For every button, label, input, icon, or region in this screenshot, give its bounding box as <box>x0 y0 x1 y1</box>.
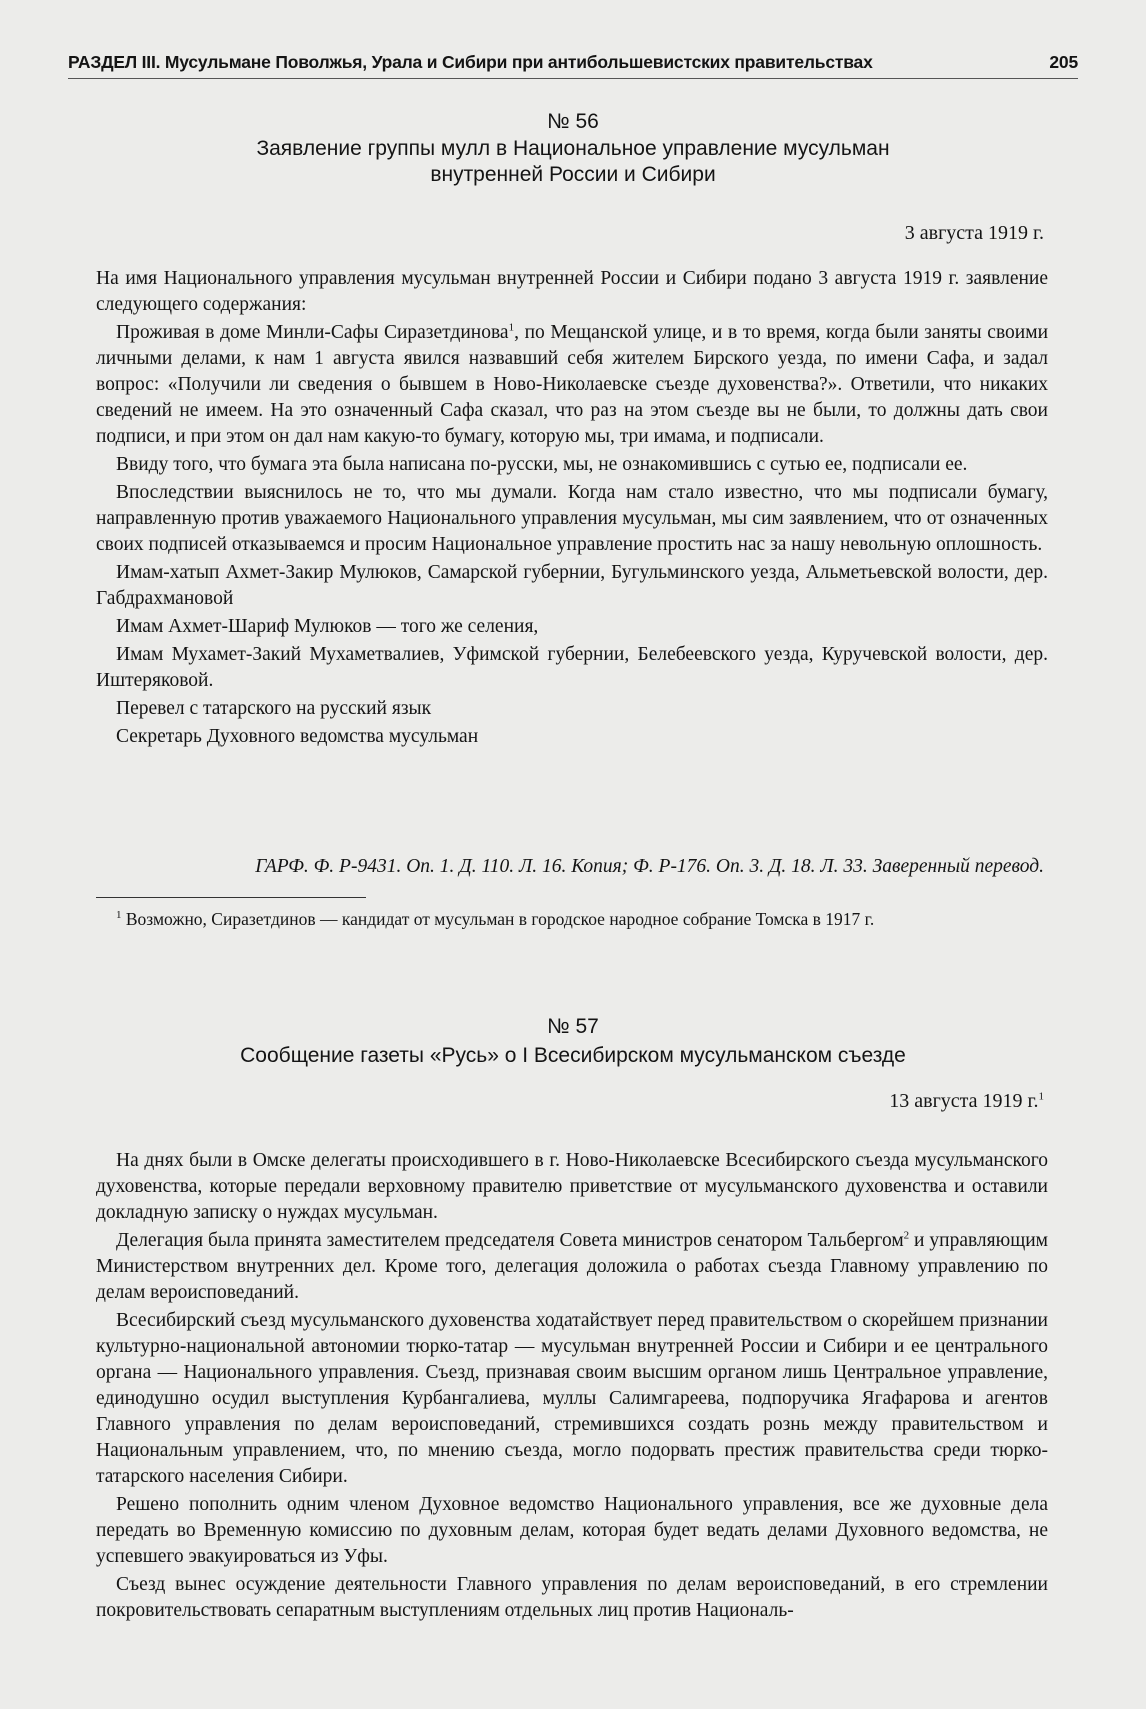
secretary-line: Секретарь Духовного ведомства мусульман <box>116 726 479 747</box>
doc57-date-footnote-ref: 1 <box>1038 1090 1044 1103</box>
doc56-paragraph-1 <box>96 320 1048 450</box>
doc56-archival-source: ГАРФ. Ф. Р-9431. Оп. 1. Д. 110. Л. 16. Копия; Ф. Р-176. Оп. 3. Д. 18. Л. 33. Заверенный перевод. <box>255 856 1044 877</box>
doc57-title: Сообщение газеты «Русь» о I Всесибирском мусульманском съезде <box>240 1044 906 1067</box>
running-header <box>68 52 1078 73</box>
doc56-title <box>0 136 1146 188</box>
doc56-paragraph-3: Впоследствии выяснилось не то, что мы думали. Когда нам стало известно, что мы подписали бумагу, направленную против уважаемого Национального управления мусульман, мы сим заявлением, что от означенных своих подписей отказываемся и просим Национальное управление простить нас за нашу невольную оплошность. <box>96 482 1048 555</box>
page-number: 205 <box>1049 52 1078 72</box>
footnote-divider <box>96 897 366 898</box>
doc57-paragraph-1: На днях были в Омске делегаты происходившего в г. Ново-Николаевске Всесибирского съезда мусульманского духовенства, которые передали верховному правителю приветствие от мусульманского духовенства и оставили докладную записку о нуждах мусульман. <box>96 1150 1048 1223</box>
footnote-mark: 1 <box>116 909 122 922</box>
signatory-2: Имам Ахмет-Шариф Мулюков — того же селения, <box>116 616 539 637</box>
doc57-paragraph-4: Решено пополнить одним членом Духовное ведомство Национального управления, все же духовные дела передать во Временную комиссию по духовным делам, которая будет ведать делами Духовного ведомства, не успевшего эвакуироваться из Уфы. <box>96 1494 1048 1567</box>
doc56-title-line1: Заявление группы мулл в Национальное управление мусульман <box>256 137 890 160</box>
doc57-paragraph-5: Съезд вынес осуждение деятельности Главного управления по делам вероисповеданий, в его стремлении покровительствовать сепаратным выступлениям отдельных лиц против Националь- <box>96 1574 1048 1621</box>
doc57-p2-text-b: и управляющим Министерством внутренних дел. Кроме того, делегация доложила о работах съезда Главному управлению по делам вероисповеданий. <box>96 1230 1048 1303</box>
doc57-paragraph-2 <box>96 1228 1048 1306</box>
doc57-date-text: 13 августа 1919 г. <box>889 1090 1039 1112</box>
doc56-body <box>96 266 1048 752</box>
doc57-date <box>889 1090 1044 1113</box>
signatory-1: Имам-хатып Ахмет-Закир Мулюков, Самарской губернии, Бугульминского уезда, Альметьевской волости, дер. Габдрахмановой <box>96 562 1048 609</box>
doc56-date: 3 августа 1919 г. <box>904 222 1044 244</box>
doc57-number: № 57 <box>547 1015 599 1038</box>
doc57-paragraph-3: Всесибирский съезд мусульманского духовенства ходатайствует перед правительством о скорейшем признании культурно-национальной автономии тюрко-татар — мусульман внутренней России и Сибири и ее центрального органа — Национального управления. Съезд, признавая своим высшим органом лишь Центральное управление, единодушно осудил выступления Курбангалиева, муллы Салимгареева, подпоручика Ягафарова и агентов Главного управления по делам вероисповеданий, стремившихся создать рознь между правительством и Национальным управлением, что, по мнению съезда, могло подорвать престиж правительства среди тюрко-татарского населения Сибири. <box>96 1310 1048 1487</box>
signatory-3: Имам Мухамет-Закий Мухаметвалиев, Уфимской губернии, Белебеевского уезда, Куручевской волости, дер. Иштеряковой. <box>96 644 1048 691</box>
doc57-p2-text-a: Делегация была принята заместителем председателя Совета министров сенатором Тальберг <box>116 1230 882 1251</box>
translator-note: Перевел с татарского на русский язык <box>116 698 432 719</box>
section-title: РАЗДЕЛ III. Мусульмане Поволжья, Урала и Сибири при антибольшевистских правительствах <box>68 52 873 72</box>
doc56-p1-text-b: , по Мещанской улице, и в то время, когда были заняты своими личными делами, к нам 1 августа явился назвавший себя жителем Бирского уезда, по имени Сафа, и задал вопрос: «Получили ли сведения о бывшем в Ново-Николаевске съезде духовенства?». Ответили, что никаких сведений не имеем. На это означенный Сафа сказал, что раз на этом съезде вы не были, то должны дать свои подписи, и при этом он дал нам какую-то бумагу, которую мы, три имама, и подписали. <box>96 322 1048 447</box>
doc57-p2-word-end: ом <box>881 1230 904 1251</box>
header-divider <box>68 78 1078 79</box>
doc57-body <box>96 1148 1048 1626</box>
doc56-intro: На имя Национального управления мусульман внутренней России и Сибири подано 3 августа 1919 г. заявление следующего содержания: <box>96 268 1048 315</box>
doc56-footnote <box>96 908 1048 930</box>
doc56-title-line2: внутренней России и Сибири <box>430 163 716 186</box>
doc56-p1-text-a: Проживая в доме Минли-Сафы Сиразетдинова <box>116 322 509 343</box>
footnote-ref-1: 1 <box>508 321 515 334</box>
footnote-ref-2: 2 <box>903 1229 910 1242</box>
footnote-text: Возможно, Сиразетдинов — кандидат от мусульман в городское народное собрание Томска в 1917 г. <box>125 909 875 929</box>
doc56-paragraph-2: Ввиду того, что бумага эта была написана по-русски, мы, не ознакомившись с сутью ее, подписали ее. <box>116 454 968 475</box>
doc56-number: № 56 <box>547 110 599 133</box>
